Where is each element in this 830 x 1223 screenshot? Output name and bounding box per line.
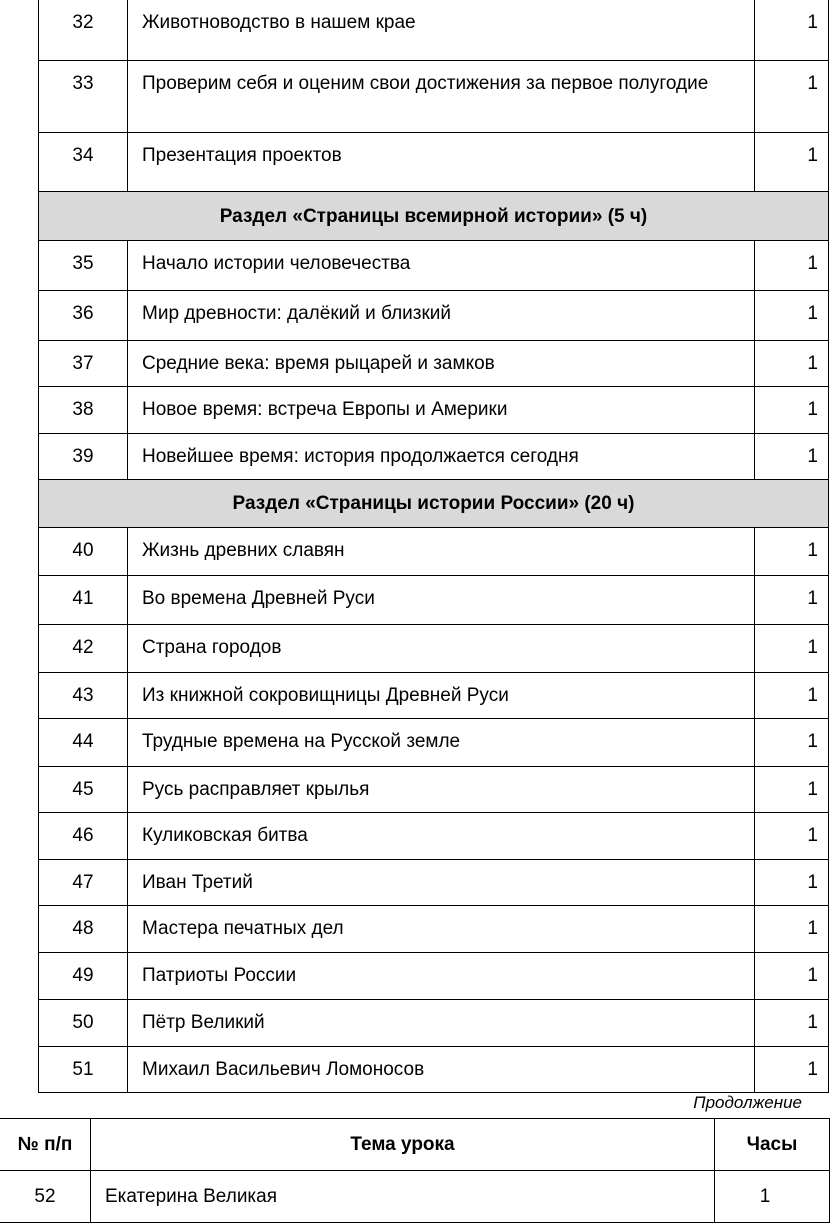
table-row	[39, 434, 829, 480]
lesson-topic: Новейшее время: история продолжается сегодня	[128, 434, 755, 480]
header-hours: Часы	[715, 1119, 830, 1171]
lesson-hours: 1	[755, 953, 829, 1000]
lesson-topic: Русь расправляет крылья	[128, 767, 755, 813]
lesson-hours: 1	[755, 813, 829, 860]
lesson-hours: 1	[755, 528, 829, 576]
lesson-number: 52	[0, 1171, 91, 1223]
section-header-row	[39, 480, 829, 528]
lesson-number: 50	[39, 1000, 128, 1047]
lesson-number: 47	[39, 860, 128, 906]
lesson-topic: Из книжной сокровищницы Древней Руси	[128, 673, 755, 719]
table-header-row	[0, 1119, 830, 1171]
table-row	[39, 241, 829, 291]
lesson-topic: Средние века: время рыцарей и замков	[128, 341, 755, 387]
table-row	[39, 719, 829, 767]
continuation-table	[0, 1118, 830, 1223]
lesson-topic: Жизнь древних славян	[128, 528, 755, 576]
table-row	[39, 625, 829, 673]
table-row	[39, 576, 829, 625]
lesson-number: 32	[39, 0, 128, 61]
lesson-topic: Презентация проектов	[128, 133, 755, 192]
table-row	[39, 767, 829, 813]
lesson-number: 46	[39, 813, 128, 860]
lesson-number: 34	[39, 133, 128, 192]
lesson-hours: 1	[715, 1171, 830, 1223]
lesson-hours: 1	[755, 0, 829, 61]
lesson-topic: Мир древности: далёкий и близкий	[128, 291, 755, 341]
lesson-hours: 1	[755, 291, 829, 341]
table-row	[39, 813, 829, 860]
header-number: № п/п	[0, 1119, 91, 1171]
table-row	[39, 1047, 829, 1093]
lesson-topic: Патриоты России	[128, 953, 755, 1000]
lesson-number: 37	[39, 341, 128, 387]
lesson-topic: Животноводство в нашем крае	[128, 0, 755, 61]
lesson-topic: Пётр Великий	[128, 1000, 755, 1047]
table-row	[39, 291, 829, 341]
lesson-plan-table	[38, 0, 829, 1093]
lesson-number: 36	[39, 291, 128, 341]
section-header-row	[39, 192, 829, 241]
lesson-hours: 1	[755, 860, 829, 906]
lesson-number: 48	[39, 906, 128, 953]
table-row	[39, 0, 829, 61]
section-title: Раздел «Страницы всемирной истории» (5 ч)	[39, 192, 829, 241]
lesson-topic: Иван Третий	[128, 860, 755, 906]
lesson-topic: Страна городов	[128, 625, 755, 673]
table-row	[39, 906, 829, 953]
lesson-number: 42	[39, 625, 128, 673]
lesson-topic: Проверим себя и оценим свои достижения за первое полугодие	[128, 61, 755, 133]
table-row	[39, 673, 829, 719]
table-row	[39, 61, 829, 133]
lesson-hours: 1	[755, 434, 829, 480]
lesson-hours: 1	[755, 625, 829, 673]
lesson-hours: 1	[755, 133, 829, 192]
table-row	[39, 133, 829, 192]
lesson-hours: 1	[755, 61, 829, 133]
lesson-topic: Куликовская битва	[128, 813, 755, 860]
lesson-hours: 1	[755, 719, 829, 767]
table-row	[39, 953, 829, 1000]
lesson-hours: 1	[755, 241, 829, 291]
header-topic: Тема урока	[91, 1119, 715, 1171]
lesson-number: 39	[39, 434, 128, 480]
lesson-number: 35	[39, 241, 128, 291]
lesson-number: 45	[39, 767, 128, 813]
table-row	[39, 1000, 829, 1047]
lesson-topic: Во времена Древней Руси	[128, 576, 755, 625]
lesson-hours: 1	[755, 767, 829, 813]
lesson-number: 38	[39, 387, 128, 434]
lesson-number: 41	[39, 576, 128, 625]
section-title: Раздел «Страницы истории России» (20 ч)	[39, 480, 829, 528]
lesson-topic: Екатерина Великая	[91, 1171, 715, 1223]
lesson-number: 44	[39, 719, 128, 767]
lesson-number: 43	[39, 673, 128, 719]
lesson-topic: Трудные времена на Русской земле	[128, 719, 755, 767]
lesson-number: 40	[39, 528, 128, 576]
lesson-topic: Мастера печатных дел	[128, 906, 755, 953]
lesson-hours: 1	[755, 673, 829, 719]
lesson-hours: 1	[755, 387, 829, 434]
lesson-topic: Начало истории человечества	[128, 241, 755, 291]
table-row	[39, 860, 829, 906]
lesson-topic: Новое время: встреча Европы и Америки	[128, 387, 755, 434]
lesson-hours: 1	[755, 1047, 829, 1093]
lesson-hours: 1	[755, 1000, 829, 1047]
lesson-number: 51	[39, 1047, 128, 1093]
lesson-topic: Михаил Васильевич Ломоносов	[128, 1047, 755, 1093]
lesson-number: 49	[39, 953, 128, 1000]
continuation-label: Продолжение	[693, 1093, 802, 1112]
table-row	[39, 387, 829, 434]
lesson-hours: 1	[755, 341, 829, 387]
table-row	[0, 1171, 830, 1223]
lesson-hours: 1	[755, 576, 829, 625]
lesson-hours: 1	[755, 906, 829, 953]
lesson-number: 33	[39, 61, 128, 133]
table-row	[39, 341, 829, 387]
table-row	[39, 528, 829, 576]
